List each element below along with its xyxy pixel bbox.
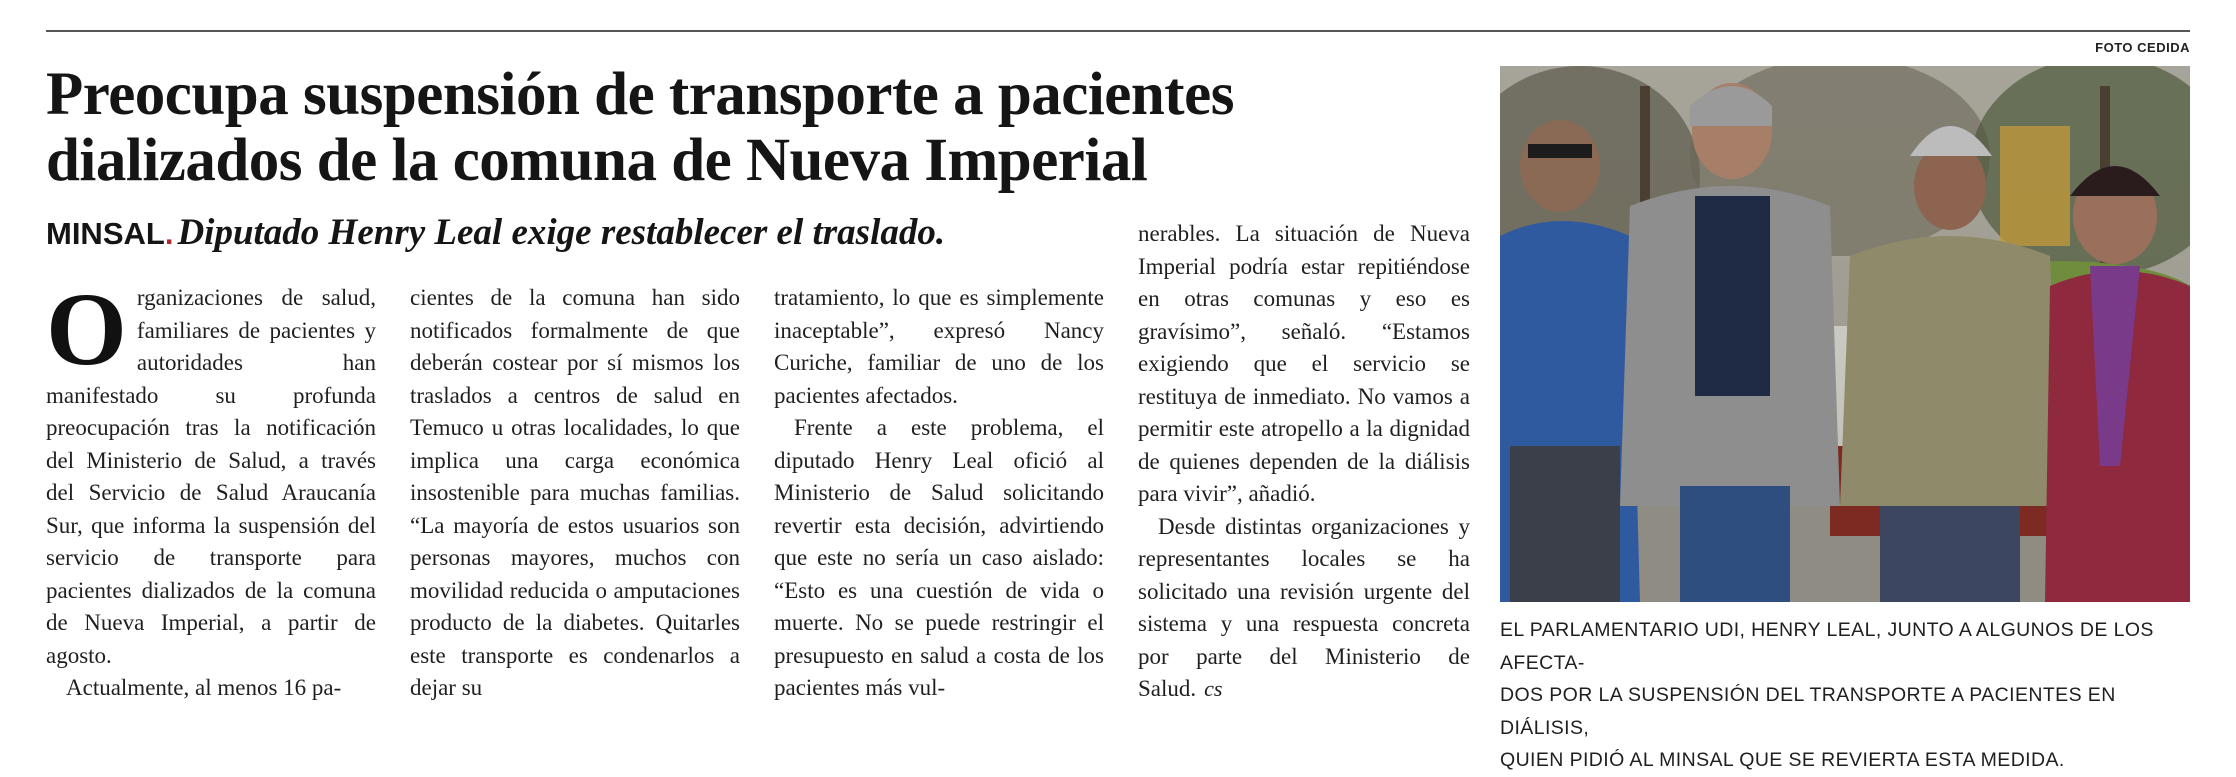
body-column-4 [1138,218,1470,706]
photo-credit: FOTO CEDIDA [2095,40,2190,55]
caption-line-1: EL PARLAMENTARIO UDI, HENRY LEAL, JUNTO A ALGUNOS DE LOS AFECTA- [1500,619,2154,674]
headline-line-1: Preocupa suspensión de transporte a pacientes [46,61,1234,128]
col3-paragraph-2: Frente a este problema, el diputado Henry Leal ofició al Ministerio de Salud solicitando revertir esta decisión, advirtiendo que este no sería un caso aislado: “Esto es una cuestión de vida o muerte. No se puede restringir el presupuesto en salud a costa de los pacientes más vul- [774,415,1104,700]
col1-paragraph-1: rganizaciones de salud, familiares de pacientes y autoridades han manifestado su profunda preocupación tras la notificación del Ministerio de Salud, a través del Servicio de Salud Araucanía Sur, que informa la suspensión del servicio de transporte para pacientes dializados de la comuna de Nueva Imperial, a partir de agosto. [46,285,376,668]
photo-illustration [1500,66,2190,602]
body-column-3 [774,282,1104,705]
drop-cap: O [46,272,127,387]
top-rule [46,30,2190,32]
section-kicker: MINSAL [46,216,165,251]
end-mark-icon: cs [1204,676,1223,701]
col3-paragraph-1: tratamiento, lo que es simplemente inaceptable”, expresó Nancy Curiche, familiar de uno de los pacientes afectados. [774,285,1104,408]
body-column-2 [410,282,740,705]
photo-caption [1500,614,2200,777]
col2-paragraph-1: cientes de la comuna han sido notificados formalmente de que deberán costear por sí mismos los traslados a centros de salud en Temuco u otras localidades, lo que implica una carga económica insostenible para muchas familias. “La mayoría de estos usuarios son personas mayores, muchos con movilidad reducida o amputaciones producto de la diabetes. Quitarles este transporte es condenarlos a dejar su [410,285,740,700]
article-photo [1500,66,2190,602]
caption-line-3: QUIEN PIDIÓ AL MINSAL QUE SE REVIERTA ESTA MEDIDA. [1500,749,2065,771]
kicker-dot: . [164,216,174,251]
body-column-1 [46,272,376,705]
headline [46,62,1466,194]
headline-line-2: dializados de la comuna de Nueva Imperial [46,127,1148,194]
subheadline: Diputado Henry Leal exige restablecer el traslado. [177,212,946,253]
col4-paragraph-2: Desde distintas organizaciones y representantes locales se ha solicitado una revisión urgente del sistema y una respuesta concreta por parte del Ministerio de Salud. [1138,513,1470,701]
col4-paragraph-1: nerables. La situación de Nueva Imperial podría estar repitiéndose en otras comunas y eso es gravísimo”, señaló. “Estamos exigiendo que el servicio se restituya de inmediato. No vamos a permitir este atropello a la dignidad de quienes dependen de la diálisis para vivir”, añadió. [1138,221,1470,506]
deck [46,211,1146,254]
caption-line-2: DOS POR LA SUSPENSIÓN DEL TRANSPORTE A PACIENTES EN DIÁLISIS, [1500,684,2116,739]
col1-paragraph-2: Actualmente, al menos 16 pa- [66,675,342,700]
